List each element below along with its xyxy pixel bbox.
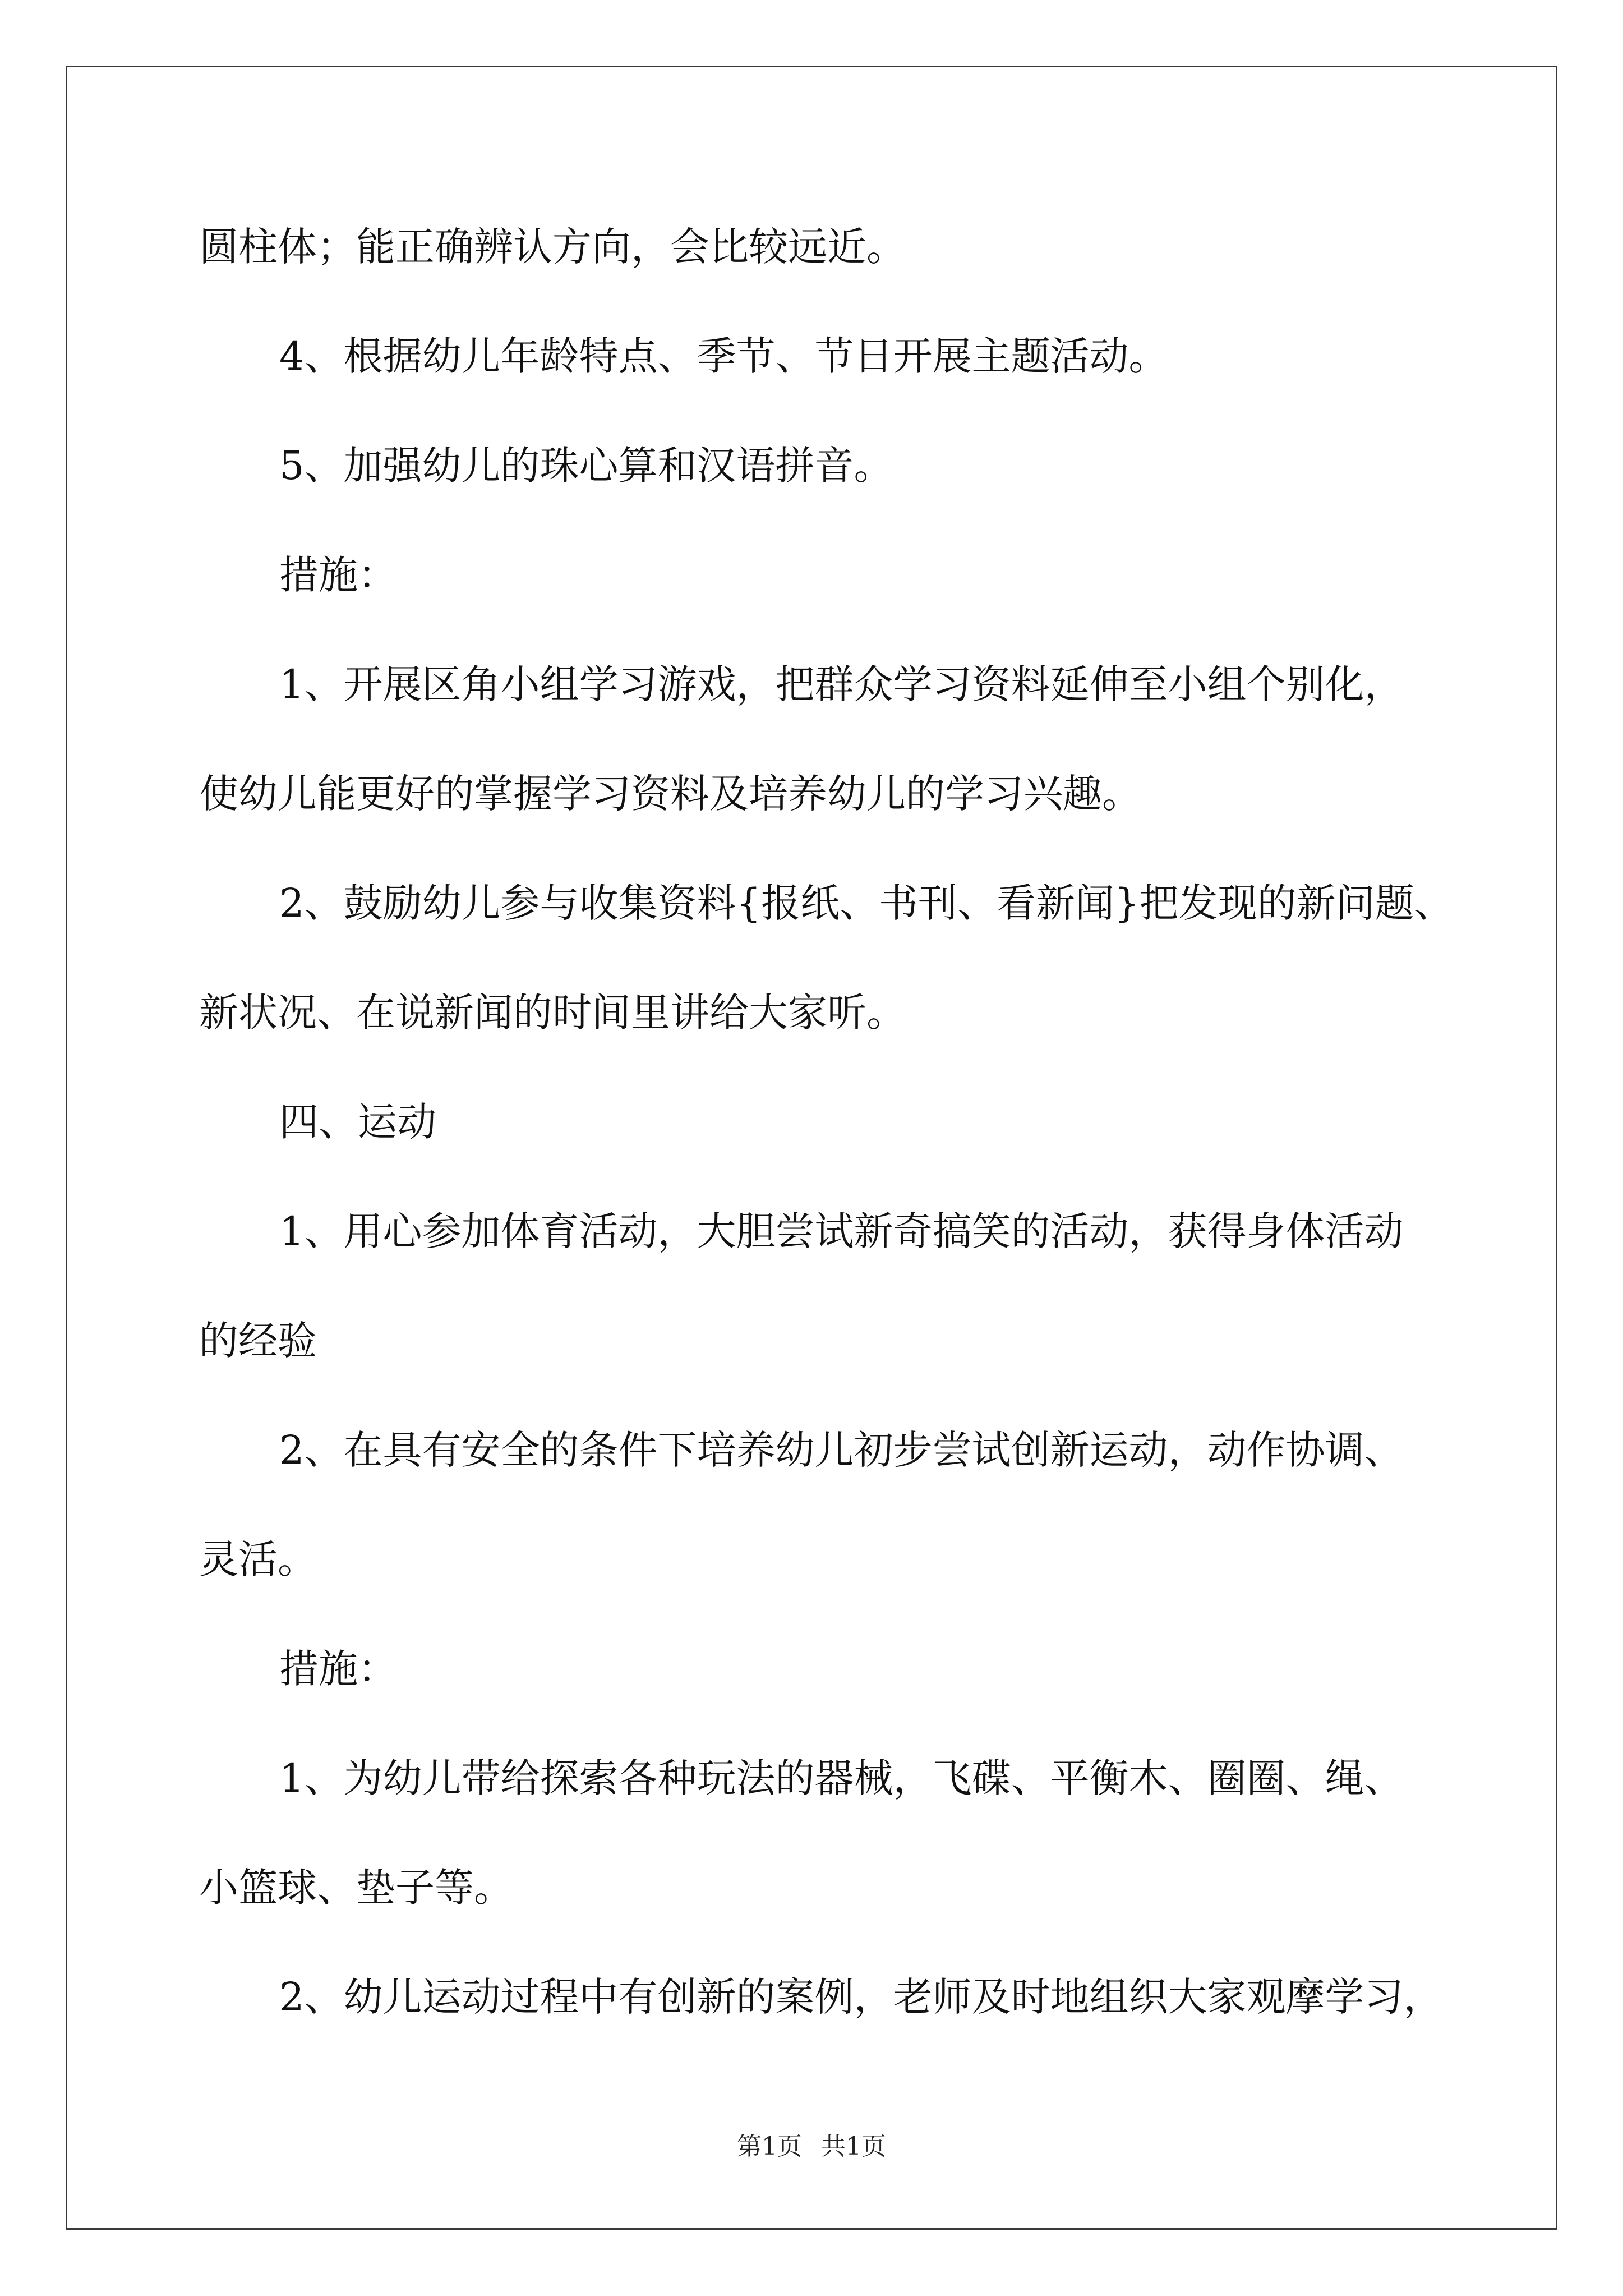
text-line: 的经验 <box>199 1318 317 1364</box>
text-line: 4、根据幼儿年龄特点、季节、节日开展主题活动。 <box>279 333 1168 379</box>
text-line: 1、为幼儿带给探索各种玩法的器械，飞碟、平衡木、圈圈、绳、 <box>279 1755 1404 1801</box>
page-number: 第1页 <box>737 2132 802 2161</box>
text-line: 措施： <box>279 552 397 598</box>
text-line: 2、幼儿运动过程中有创新的案例，老师及时地组织大家观摩学习， <box>279 1974 1443 2020</box>
text-line: 措施： <box>279 1646 397 1692</box>
text-line: 灵活。 <box>199 1536 317 1582</box>
text-line: 1、开展区角小组学习游戏，把群众学习资料延伸至小组个别化， <box>279 661 1404 707</box>
page-footer <box>0 2126 1623 2162</box>
text-line: 使幼儿能更好的掌握学习资料及培养幼儿的学习兴趣。 <box>199 771 1141 817</box>
text-line: 1、用心参加体育活动，大胆尝试新奇搞笑的活动，获得身体活动 <box>279 1208 1404 1254</box>
text-line: 2、鼓励幼儿参与收集资料{报纸、书刊、看新闻}把发现的新问题、 <box>279 880 1454 926</box>
page-total: 共1页 <box>821 2132 886 2161</box>
text-line: 小篮球、垫子等。 <box>199 1865 513 1911</box>
text-line: 圆柱体；能正确辨认方向，会比较远近。 <box>199 224 906 270</box>
text-line: 5、加强幼儿的珠心算和汉语拼音。 <box>279 443 893 489</box>
text-line: 2、在具有安全的条件下培养幼儿初步尝试创新运动，动作协调、 <box>279 1427 1404 1473</box>
section-heading: 四、运动 <box>279 1099 436 1145</box>
text-line: 新状况、在说新闻的时间里讲给大家听。 <box>199 990 906 1036</box>
